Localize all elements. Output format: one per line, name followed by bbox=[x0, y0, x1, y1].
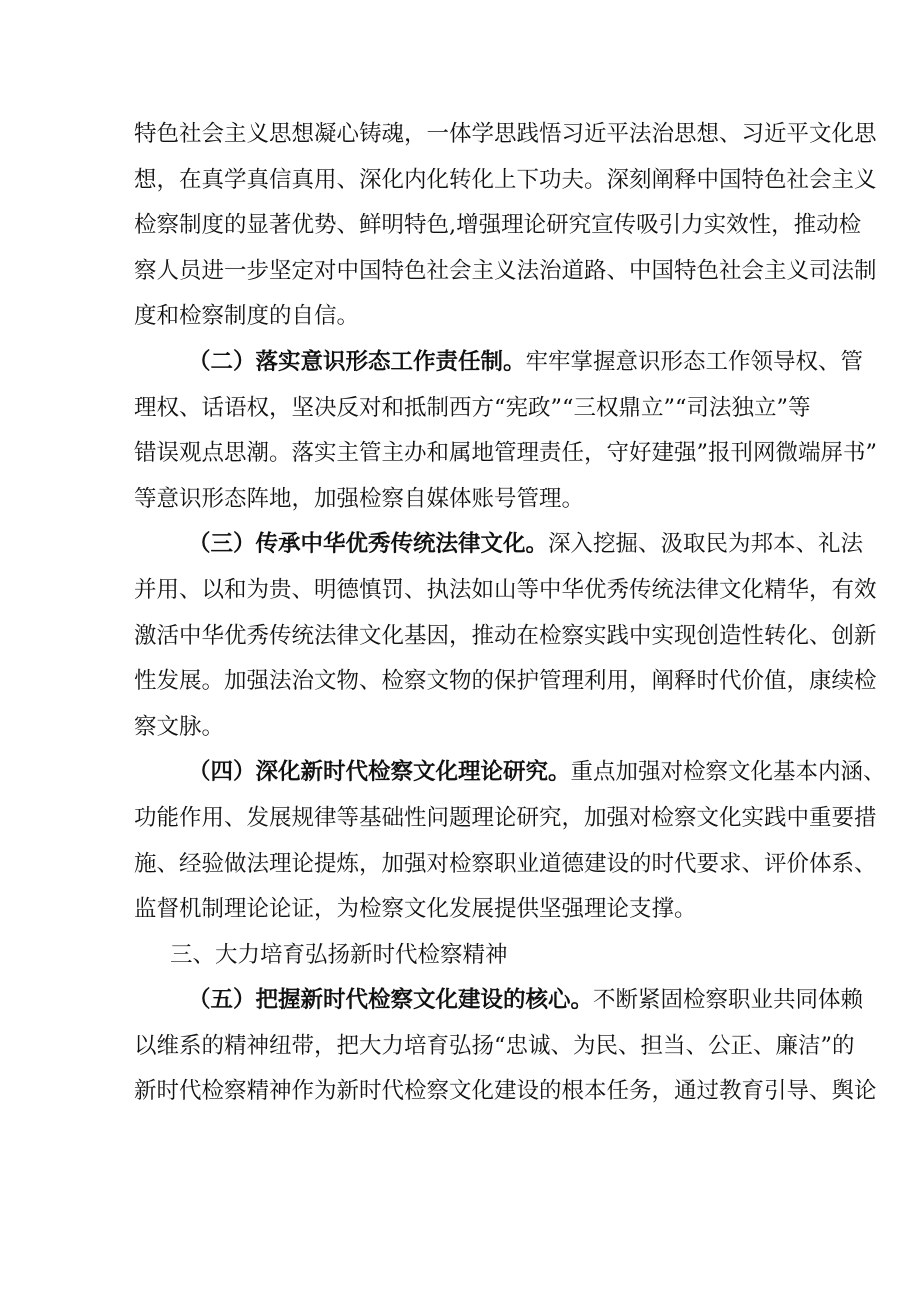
paragraph bbox=[134, 750, 886, 932]
text-line: 三、大力培育弘扬新时代检察精神 bbox=[170, 941, 508, 968]
paragraph-heading: （四）深化新时代检察文化理论研究。 bbox=[188, 759, 571, 786]
text-line: 并用、以和为贵、明德慎罚、执法如山等中华优秀传统法律文化精华，有效 bbox=[134, 576, 877, 603]
text-line: （五）把握新时代检察文化建设的核心。不断紧固检察职业共同体赖 bbox=[188, 987, 864, 1014]
text-line: （四）深化新时代检察文化理论研究。重点加强对检察文化基本内涵、 bbox=[188, 759, 886, 786]
text-line: 激活中华优秀传统法律文化基因，推动在检察实践中实现创造性转化、创新 bbox=[134, 622, 877, 649]
text-line: 察文脉。 bbox=[134, 713, 225, 740]
paragraph bbox=[134, 522, 877, 750]
text-line: 度和检察制度的自信。 bbox=[134, 303, 360, 330]
text-line: 性发展。加强法治文物、检察文物的保护管理利用，阐释时代价值，康续检 bbox=[134, 668, 877, 695]
text-line: 错误观点思潮。落实主管主办和属地管理责任，守好建强”报刊网微端屏书” bbox=[134, 440, 878, 467]
text-line: （二）落实意识形态工作责任制。牢牢掌握意识形态工作领导权、管 bbox=[188, 348, 864, 375]
text-line: 施、经验做法理论提炼，加强对检察职业道德建设的时代要求、评价体系、 bbox=[134, 850, 877, 877]
text-line: 想，在真学真信真用、深化内化转化上下功夫。深刻阐释中国特色社会主义 bbox=[134, 166, 877, 193]
text-line: 监督机制理论论证，为检察文化发展提供坚强理论支撑。 bbox=[134, 896, 697, 923]
paragraph bbox=[134, 978, 877, 1115]
paragraph-heading: （五）把握新时代检察文化建设的核心。 bbox=[188, 987, 594, 1014]
paragraph-heading: （三）传承中华优秀传统法律文化。 bbox=[188, 531, 549, 558]
text-line: 新时代检察精神作为新时代检察文化建设的根本任务，通过教育引导、舆论 bbox=[134, 1078, 877, 1105]
text-line: 特色社会主义思想凝心铸魂，一体学思践悟习近平法治思想、习近平文化思 bbox=[134, 121, 877, 147]
paragraph-heading: （二）落实意识形态工作责任制。 bbox=[188, 348, 526, 375]
text-line: 察人员进一步坚定对中国特色社会主义法治道路、中国特色社会主义司法制 bbox=[134, 257, 877, 284]
text-line: 等意识形态阵地，加强检察自媒体账号管理。 bbox=[134, 485, 585, 512]
text-line: 检察制度的显著优势、鲜明特色,增强理论研究宣传吸引力实效性，推动检 bbox=[134, 212, 862, 239]
text-line: 功能作用、发展规律等基础性问题理论研究，加强对检察文化实践中重要措 bbox=[134, 804, 877, 831]
section-heading bbox=[134, 933, 792, 979]
text-line: （三）传承中华优秀传统法律文化。深入挖掘、汲取民为邦本、礼法 bbox=[188, 531, 864, 558]
text-line: 以维系的精神纽带，把大力培育弘扬“忠诚、为民、担当、公正、廉洁”的 bbox=[134, 1032, 855, 1059]
paragraph bbox=[134, 340, 878, 522]
text-line: 理权、话语权，坚决反对和抵制西方“宪政”“三权鼎立”“司法独立”等 bbox=[134, 394, 811, 421]
paragraph bbox=[134, 112, 877, 340]
